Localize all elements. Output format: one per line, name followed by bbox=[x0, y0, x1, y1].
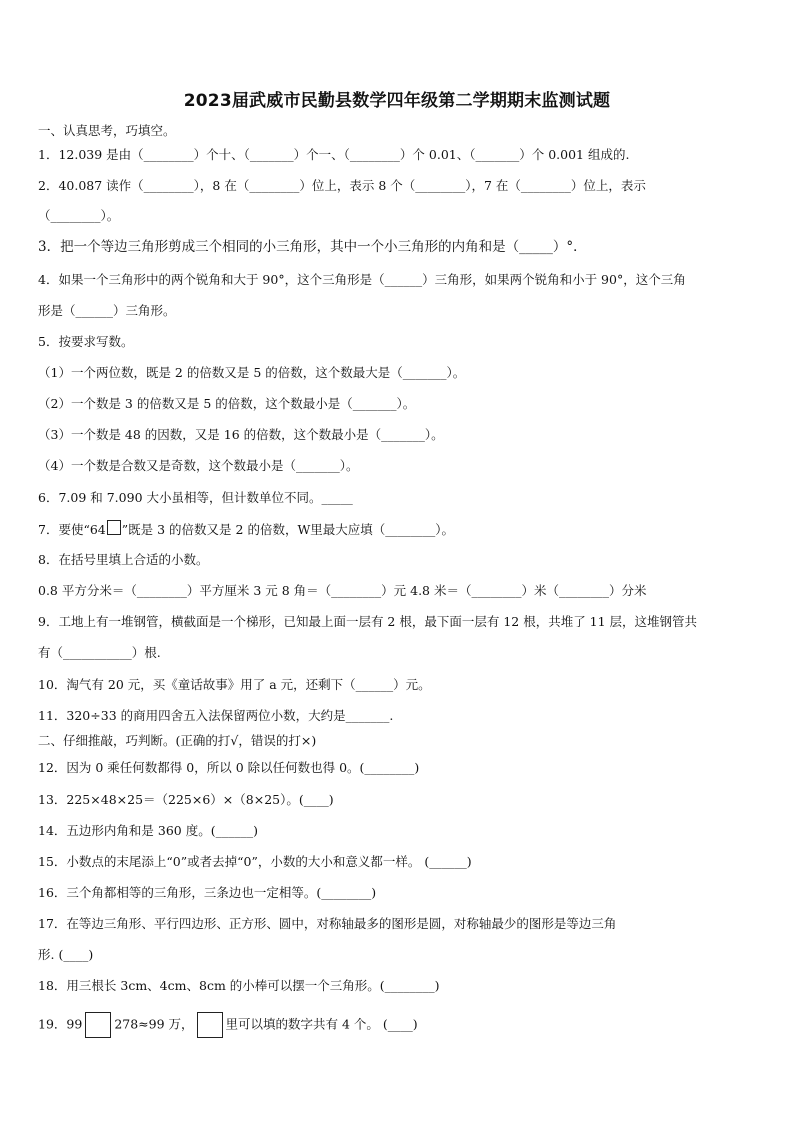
question-7 bbox=[38, 520, 768, 539]
section-heading-1: 一、认真思考，巧填空。 bbox=[38, 123, 176, 138]
question-5-2: （2）一个数是 3 的倍数又是 5 的倍数，这个数最小是（_______）。 bbox=[38, 396, 416, 411]
question-10: 10．淘气有 20 元，买《童话故事》用了 a 元，还剩下（______）元。 bbox=[38, 677, 431, 692]
question-1: 1．12.039 是由（________）个十、（_______）个一、（________）个 0.01、（_______）个 0.001 组成的. bbox=[38, 147, 630, 162]
question-8-row: 0.8 平方分米＝（________）平方厘米 3 元 8 角＝（________）元 4.8 米＝（________）米（________）分米 bbox=[38, 583, 647, 598]
question-7-part-1: 7．要使“64 bbox=[38, 522, 106, 537]
question-13: 13．225×48×25＝（225×6）×（8×25）。(____) bbox=[38, 792, 334, 807]
blank-box bbox=[107, 520, 121, 535]
question-3: 3．把一个等边三角形剪成三个相同的小三角形，其中一个小三角形的内角和是（_____）°． bbox=[38, 239, 587, 255]
question-15: 15．小数点的末尾添上“0”或者去掉“0”，小数的大小和意义都一样。 (______) bbox=[38, 854, 472, 869]
question-19-part-3: 里可以填的数字共有 4 个。 (____) bbox=[225, 1016, 418, 1032]
question-9-line-2: 有（___________）根. bbox=[38, 645, 161, 660]
page-title: 2023届武威市民勤县数学四年级第二学期期末监测试题 bbox=[183, 91, 611, 111]
question-8: 8．在括号里填上合适的小数。 bbox=[38, 552, 209, 567]
blank-box bbox=[197, 1012, 223, 1038]
question-16: 16．三个角都相等的三角形，三条边也一定相等。(________) bbox=[38, 885, 377, 900]
question-5-1: （1）一个两位数，既是 2 的倍数又是 5 的倍数，这个数最大是（_______）。 bbox=[38, 365, 466, 380]
question-14: 14．五边形内角和是 360 度。(______) bbox=[38, 823, 258, 838]
question-19-part-1: 19．99 bbox=[38, 1016, 83, 1032]
question-5-3: （3）一个数是 48 的因数，又是 16 的倍数，这个数最小是（_______）。 bbox=[38, 427, 444, 442]
question-18: 18．用三根长 3cm、4cm、8cm 的小棒可以摆一个三角形。(________) bbox=[38, 978, 440, 993]
question-19 bbox=[38, 1012, 768, 1038]
section-heading-2: 二、仔细推敲，巧判断。(正确的打√，错误的打×) bbox=[38, 733, 317, 748]
question-2-line-1: 2．40.087 读作（________），8 在（________）位上，表示 8 个（________），7 在（________）位上，表示 bbox=[38, 178, 646, 193]
question-17-line-2: 形. (____) bbox=[38, 947, 94, 962]
question-7-part-2: ”既是 3 的倍数又是 2 的倍数，W里最大应填（________）。 bbox=[121, 522, 455, 537]
question-12: 12．因为 0 乘任何数都得 0，所以 0 除以任何数也得 0。(________) bbox=[38, 760, 420, 775]
question-2-line-2: （________）。 bbox=[38, 208, 120, 223]
blank-box bbox=[85, 1012, 111, 1038]
question-5: 5．按要求写数。 bbox=[38, 334, 134, 349]
question-4-line-1: 4．如果一个三角形中的两个锐角和大于 90°，这个三角形是（______）三角形，如果两个锐角和小于 90°，这个三角 bbox=[38, 272, 686, 287]
question-4-line-2: 形是（______）三角形。 bbox=[38, 303, 176, 318]
question-11: 11．320÷33 的商用四舍五入法保留两位小数，大约是_______. bbox=[38, 708, 394, 723]
question-6: 6．7.09 和 7.090 大小虽相等，但计数单位不同。_____ bbox=[38, 490, 353, 505]
question-17-line-1: 17．在等边三角形、平行四边形、正方形、圆中，对称轴最多的图形是圆，对称轴最少的图形是等边三角 bbox=[38, 916, 617, 931]
question-5-4: （4）一个数是合数又是奇数，这个数最小是（_______）。 bbox=[38, 458, 359, 473]
question-19-part-2: 278≈99 万， bbox=[114, 1016, 194, 1032]
question-9-line-1: 9．工地上有一堆钢管，横截面是一个梯形，已知最上面一层有 2 根，最下面一层有 12 根，共堆了 11 层，这堆钢管共 bbox=[38, 614, 698, 629]
